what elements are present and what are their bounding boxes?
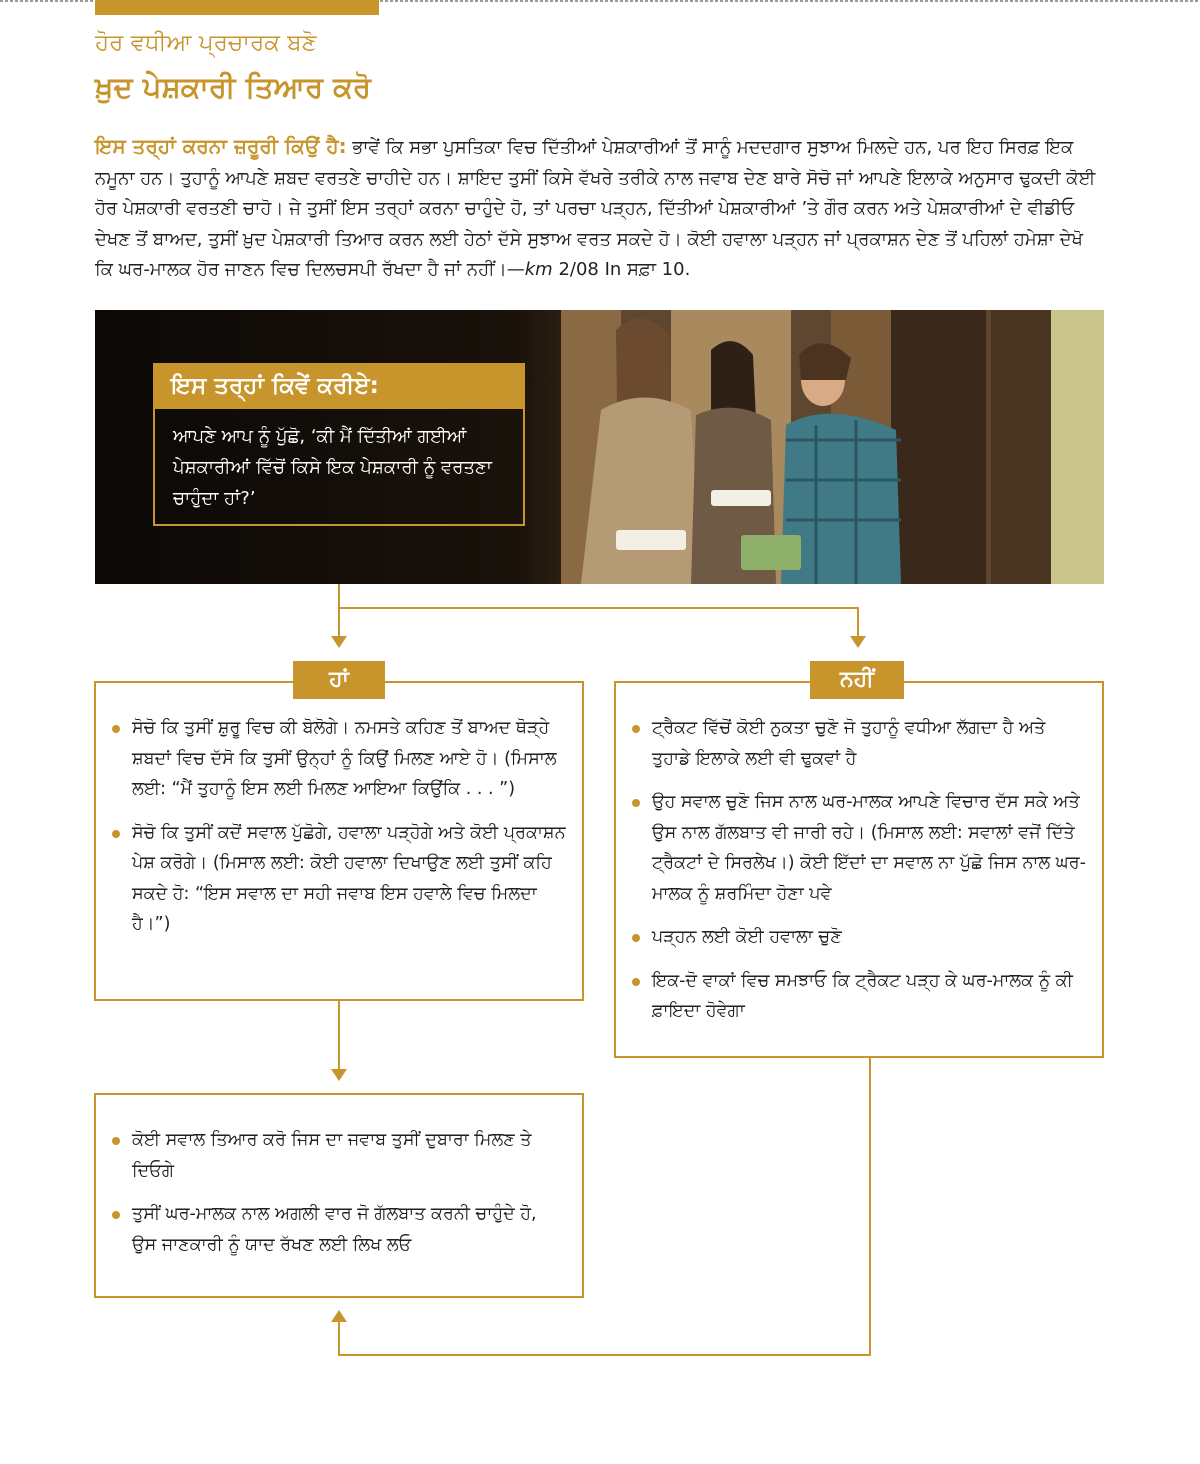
list-item: ਉਹ ਸਵਾਲ ਚੁਣੋ ਜਿਸ ਨਾਲ ਘਰ-ਮਾਲਕ ਆਪਣੇ ਵਿਚਾਰ ਦੱਸ ਸਕੇ ਅਤੇ ਉਸ ਨਾਲ ਗੱਲਬਾਤ ਵੀ ਜਾਰੀ ਰਹੇ। (ਮਿਸਾਲ ਲਈ: ਸਵਾਲਾਂ ਵਜੋਂ ਦਿੱਤੇ ਟ੍ਰੈਕਟਾਂ ਦੇ ਸਿਰਲੇਖ।) ਕੋਈ ਇੱਦਾਂ ਦਾ ਸਵਾਲ ਨਾ ਪੁੱਛੋ ਜਿਸ ਨਾਲ ਘਰ-ਮਾਲਕ ਨੂੰ ਸ਼ਰਮਿੰਦਾ ਹੋਣਾ ਪਵੇ	[632, 787, 1086, 909]
connector-yes-stem	[338, 607, 340, 637]
list-item: ਤੁਸੀਂ ਘਰ-ਮਾਲਕ ਨਾਲ ਅਗਲੀ ਵਾਰ ਜੋ ਗੱਲਬਾਤ ਕਰਨੀ ਚਾਹੁੰਦੇ ਹੋ, ਉਸ ਜਾਣਕਾਰੀ ਨੂੰ ਯਾਦ ਰੱਖਣ ਲਈ ਲਿਖ ਲਓ	[112, 1199, 566, 1260]
how-to-box	[153, 363, 525, 526]
intro-reference: 2/08 In ਸਫ਼ਾ 10.	[552, 259, 691, 280]
list-item: ਸੋਚੋ ਕਿ ਤੁਸੀਂ ਕਦੋਂ ਸਵਾਲ ਪੁੱਛੋਗੇ, ਹਵਾਲਾ ਪੜ੍ਹੋਗੇ ਅਤੇ ਕੋਈ ਪ੍ਰਕਾਸ਼ਨ ਪੇਸ਼ ਕਰੋਗੇ। (ਮਿਸਾਲ ਲਈ: ਕੋਈ ਹਵਾਲਾ ਦਿਖਾਉਣ ਲਈ ਤੁਸੀਂ ਕਹਿ ਸਕਦੇ ਹੋ: “ਇਸ ਸਵਾਲ ਦਾ ਸਹੀ ਜਵਾਬ ਇਸ ਹਵਾਲੇ ਵਿਚ ਮਿਲਦਾ ਹੈ।”)	[112, 818, 566, 940]
list-item: ਟ੍ਰੈਕਟ ਵਿੱਚੋਂ ਕੋਈ ਨੁਕਤਾ ਚੁਣੋ ਜੋ ਤੁਹਾਨੂੰ ਵਧੀਆ ਲੱਗਦਾ ਹੈ ਅਤੇ ਤੁਹਾਡੇ ਇਲਾਕੇ ਲਈ ਵੀ ਢੁਕਵਾਂ ਹੈ	[632, 713, 1086, 774]
final-list	[112, 1125, 566, 1260]
connector-no-down	[869, 1058, 871, 1356]
yes-box	[94, 681, 584, 1001]
how-to-question: ਆਪਣੇ ਆਪ ਨੂੰ ਪੁੱਛੋ, ‘ਕੀ ਮੈਂ ਦਿੱਤੀਆਂ ਗਈਆਂ ਪੇਸ਼ਕਾਰੀਆਂ ਵਿੱਚੋਂ ਕਿਸੇ ਇਕ ਪੇਸ਼ਕਾਰੀ ਨੂੰ ਵਰਤਣਾ ਚਾਹੁੰਦਾ ਹਾਂ?’	[153, 409, 525, 526]
connector-bottom-horizontal	[338, 1354, 871, 1356]
list-item: ਇਕ-ਦੋ ਵਾਕਾਂ ਵਿਚ ਸਮਝਾਓ ਕਿ ਟ੍ਰੈਕਟ ਪੜ੍ਹ ਕੇ ਘਰ-ਮਾਲਕ ਨੂੰ ਕੀ ਫ਼ਾਇਦਾ ਹੋਵੇਗਾ	[632, 966, 1086, 1027]
connector-yes-to-final	[338, 1001, 340, 1069]
page-title: ਖ਼ੁਦ ਪੇਸ਼ਕਾਰੀ ਤਿਆਰ ਕਰੋ	[95, 70, 371, 104]
connector-banner-stem	[338, 584, 340, 608]
intro-lead: ਇਸ ਤਰ੍ਹਾਂ ਕਰਨਾ ਜ਼ਰੂਰੀ ਕਿਉਂ ਹੈ:	[95, 134, 347, 158]
yes-label: ਹਾਂ	[293, 661, 385, 699]
how-to-heading: ਇਸ ਤਰ੍ਹਾਂ ਕਿਵੇਂ ਕਰੀਏ:	[153, 363, 525, 409]
final-box	[94, 1093, 584, 1298]
section-subtitle: ਹੋਰ ਵਧੀਆ ਪ੍ਰਚਾਰਕ ਬਣੋ	[95, 30, 317, 56]
no-box	[614, 681, 1104, 1058]
yes-list	[112, 713, 566, 940]
yes-arrow-icon	[331, 636, 347, 648]
loop-arrow-icon	[331, 1310, 347, 1322]
list-item: ਪੜ੍ਹਨ ਲਈ ਕੋਈ ਹਵਾਲਾ ਚੁਣੋ	[632, 922, 1086, 953]
connector-up-stem	[338, 1320, 340, 1356]
no-arrow-icon	[850, 636, 866, 648]
intro-body: ਭਾਵੇਂ ਕਿ ਸਭਾ ਪੁਸਤਿਕਾ ਵਿਚ ਦਿੱਤੀਆਂ ਪੇਸ਼ਕਾਰੀਆਂ ਤੋਂ ਸਾਨੂੰ ਮਦਦਗਾਰ ਸੁਝਾਅ ਮਿਲਦੇ ਹਨ, ਪਰ ਇਹ ਸਿਰਫ਼ ਇਕ ਨਮੂਨਾ ਹਨ। ਤੁਹਾਨੂੰ ਆਪਣੇ ਸ਼ਬਦ ਵਰਤਣੇ ਚਾਹੀਦੇ ਹਨ। ਸ਼ਾਇਦ ਤੁਸੀਂ ਕਿਸੇ ਵੱਖਰੇ ਤਰੀਕੇ ਨਾਲ ਜਵਾਬ ਦੇਣ ਬਾਰੇ ਸੋਚੋ ਜਾਂ ਆਪਣੇ ਇਲਾਕੇ ਅਨੁਸਾਰ ਢੁਕਦੀ ਕੋਈ ਹੋਰ ਪੇਸ਼ਕਾਰੀ ਵਰਤਣੀ ਚਾਹੋ। ਜੇ ਤੁਸੀਂ ਇਸ ਤਰ੍ਹਾਂ ਕਰਨਾ ਚਾਹੁੰਦੇ ਹੋ, ਤਾਂ ਪਰਚਾ ਪੜ੍ਹਨ, ਦਿੱਤੀਆਂ ਪੇਸ਼ਕਾਰੀਆਂ ’ਤੇ ਗੌਰ ਕਰਨ ਅਤੇ ਪੇਸ਼ਕਾਰੀਆਂ ਦੇ ਵੀਡੀਓ ਦੇਖਣ ਤੋਂ ਬਾਅਦ, ਤੁਸੀਂ ਖ਼ੁਦ ਪੇਸ਼ਕਾਰੀ ਤਿਆਰ ਕਰਨ ਲਈ ਹੇਠਾਂ ਦੱਸੇ ਸੁਝਾਅ ਵਰਤ ਸਕਦੇ ਹੋ। ਕੋਈ ਹਵਾਲਾ ਪੜ੍ਹਨ ਜਾਂ ਪ੍ਰਕਾਸ਼ਨ ਦੇਣ ਤੋਂ ਪਹਿਲਾਂ ਹਮੇਸ਼ਾ ਦੇਖੋ ਕਿ ਘਰ-ਮਾਲਕ ਹੋਰ ਜਾਣਨ ਵਿਚ ਦਿਲਚਸਪੀ ਰੱਖਦਾ ਹੈ ਜਾਂ ਨਹੀਂ।—	[95, 137, 1096, 280]
connector-no-stem	[857, 607, 859, 637]
no-label: ਨਹੀਂ	[810, 661, 904, 699]
no-list	[632, 713, 1086, 1027]
ministry-photo	[561, 310, 1104, 584]
header-accent-bar	[95, 0, 379, 15]
final-arrow-icon	[331, 1069, 347, 1081]
list-item: ਕੋਈ ਸਵਾਲ ਤਿਆਰ ਕਰੋ ਜਿਸ ਦਾ ਜਵਾਬ ਤੁਸੀਂ ਦੁਬਾਰਾ ਮਿਲਣ ਤੇ ਦਿਓਗੇ	[112, 1125, 566, 1186]
list-item: ਸੋਚੋ ਕਿ ਤੁਸੀਂ ਸ਼ੁਰੂ ਵਿਚ ਕੀ ਬੋਲੋਗੇ। ਨਮਸਤੇ ਕਹਿਣ ਤੋਂ ਬਾਅਦ ਥੋੜ੍ਹੇ ਸ਼ਬਦਾਂ ਵਿਚ ਦੱਸੋ ਕਿ ਤੁਸੀਂ ਉਨ੍ਹਾਂ ਨੂੰ ਕਿਉਂ ਮਿਲਣ ਆਏ ਹੋ। (ਮਿਸਾਲ ਲਈ: “ਮੈਂ ਤੁਹਾਨੂੰ ਇਸ ਲਈ ਮਿਲਣ ਆਇਆ ਕਿਉਂਕਿ . . . ”)	[112, 713, 566, 805]
intro-paragraph	[95, 131, 1105, 286]
connector-horizontal	[338, 607, 859, 609]
intro-reference-abbr: km	[524, 259, 553, 280]
photo-banner	[95, 310, 1104, 584]
